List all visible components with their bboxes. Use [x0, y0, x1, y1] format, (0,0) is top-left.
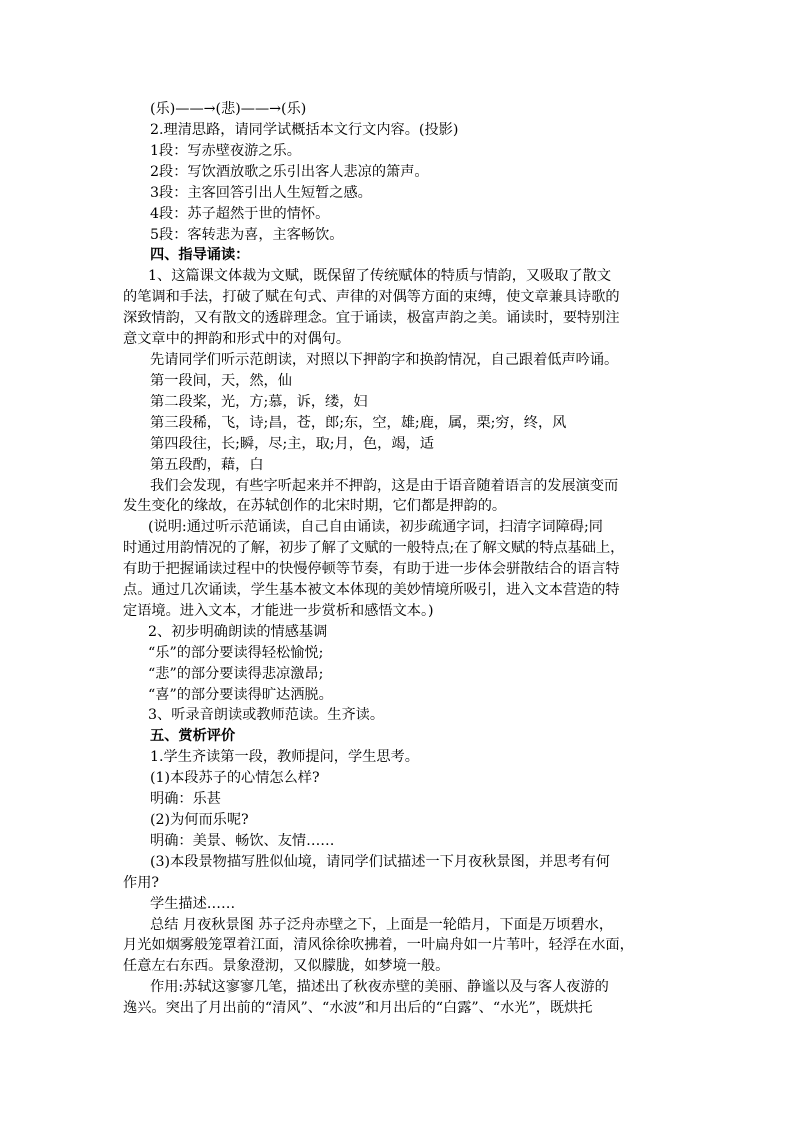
text-line: 的笔调和手法，打破了赋在句式、声律的对偶等方面的束缚，使文章兼具诗歌的: [123, 289, 620, 305]
text-line: 作用?: [123, 875, 159, 891]
text-line: (3)本段景物描写胜似仙境，请同学们试描述一下月夜秋景图，并思考有何: [150, 854, 610, 870]
text-line: (说明:通过听示范诵读，自己自由诵读，初步疏通字词，扫清字词障碍;同: [148, 519, 603, 535]
text-line: 2、初步明确朗读的情感基调: [148, 624, 328, 640]
text-line: (1)本段苏子的心情怎么样?: [150, 770, 320, 786]
text-line: 3、听录音朗读或教师范读。生齐读。: [148, 707, 385, 723]
text-line: 时通过用韵情况的了解，初步了解了文赋的一般特点;在了解文赋的特点基础上，: [123, 540, 625, 556]
text-line: 5段：客转悲为喜，主客畅饮。: [150, 227, 344, 243]
text-line: 发生变化的缘故，在苏轼创作的北宋时期，它们都是押韵的。: [123, 498, 507, 514]
text-line: 意文章中的押韵和形式中的对偶句。: [123, 331, 351, 347]
text-line: “乐”的部分要读得轻松愉悦;: [148, 645, 324, 661]
text-line: 月光如烟雾般笼罩着江面，清风徐徐吹拂着，一叶扁舟如一片苇叶，轻浮在水面，: [123, 937, 634, 953]
text-line: 有助于把握诵读过程中的快慢停顿等节奏，有助于进一步体会骈散结合的语言特: [123, 561, 620, 577]
text-line: 明确：美景、畅饮、友情……: [150, 833, 335, 849]
text-line: 第四段往，长;瞬，尽;主，取;月，色，竭，适: [150, 436, 434, 452]
text-line: 4段：苏子超然于世的情怀。: [150, 206, 330, 222]
text-line: (乐)——→(悲)——→(乐): [150, 101, 307, 117]
text-line: 总结 月夜秋景图 苏子泛舟赤壁之下，上面是一轮皓月，下面是万顷碧水，: [150, 917, 614, 933]
text-line: 1段：写赤壁夜游之乐。: [150, 143, 301, 159]
text-line: 点。通过几次诵读，学生基本被文本体现的美妙情境所吸引，进入文本营造的特: [123, 582, 620, 598]
text-line: “悲”的部分要读得悲凉激昂;: [148, 666, 324, 682]
text-line: 2段：写饮酒放歌之乐引出客人悲凉的箫声。: [150, 164, 429, 180]
text-line: 第三段稀，飞，诗;昌，苍，郎;东，空，雄;鹿，属，栗;穷，终，风: [150, 415, 567, 431]
text-line: 1、这篇课文体裁为文赋，既保留了传统赋体的特质与情韵，又吸取了散文: [148, 268, 612, 284]
text-line: 逸兴。突出了月出前的“清风”、“水波”和月出后的“白露”、“水光”，既烘托: [123, 1000, 593, 1016]
text-line: 第二段桨，光，方;慕，诉，缕，妇: [150, 394, 368, 410]
text-line: 第五段酌，藉，白: [150, 457, 264, 473]
text-line: 明确：乐甚: [150, 791, 221, 807]
text-line: 作用:苏轼这寥寥几笔，描述出了秋夜赤壁的美丽、静谧以及与客人夜游的: [150, 979, 609, 995]
text-line: 第一段间，天，然，仙: [150, 373, 292, 389]
text-line: (2)为何而乐呢?: [150, 812, 249, 828]
text-line: 任意左右东西。景象澄沏，又似朦胧，如梦境一般。: [123, 958, 450, 974]
text-line: “喜”的部分要读得旷达洒脱。: [148, 687, 333, 703]
text-line: 先请同学们听示范朗读，对照以下押韵字和换韵情况，自己跟着低声吟诵。: [150, 352, 619, 368]
text-line: 我们会发现，有些字听起来并不押韵，这是由于语音随着语言的发展演变而: [150, 478, 619, 494]
text-line: 深致情韵，又有散文的透辟理念。宜于诵读，极富声韵之美。诵读时，要特别注: [123, 310, 620, 326]
section-heading: 五、赏析评价: [150, 728, 236, 744]
text-line: 定语境。进入文本，才能进一步赏析和感悟文本。): [123, 603, 434, 619]
text-line: 3段：主客回答引出人生短暂之感。: [150, 185, 372, 201]
section-heading: 四、指导诵读：: [150, 247, 250, 263]
text-line: 学生描述……: [150, 896, 236, 912]
text-line: 2.理清思路，请同学试概括本文行文内容。(投影): [150, 122, 459, 138]
text-line: 1.学生齐读第一段，教师提问，学生思考。: [150, 749, 419, 765]
